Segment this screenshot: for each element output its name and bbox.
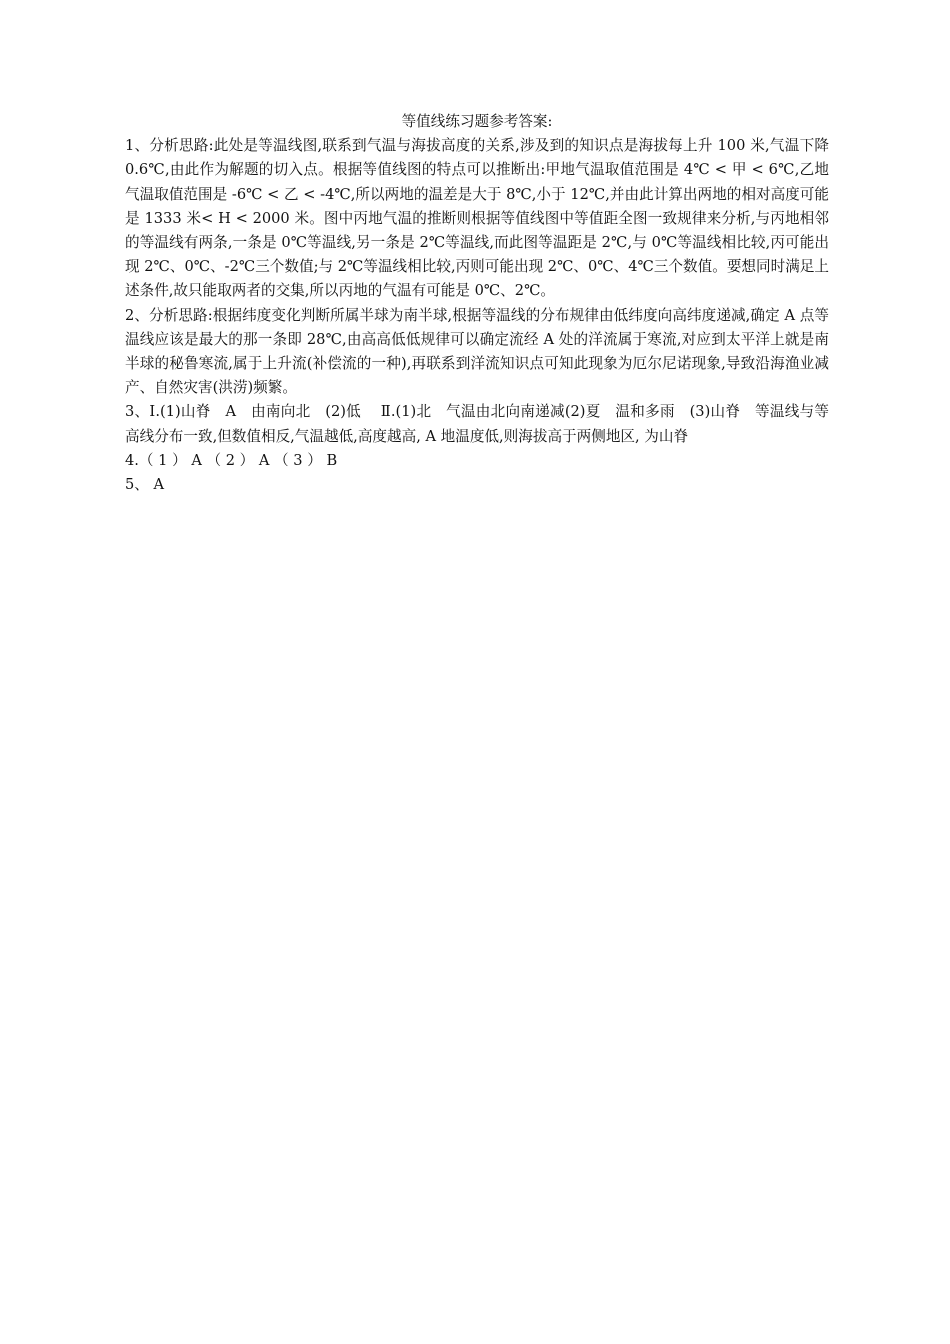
document-title: 等值线练习题参考答案: [401,113,553,130]
answer-4: 4.（ 1 ） A （ 2 ） A （ 3 ） B [125,451,338,469]
answer-2: 2、分析思路:根据纬度变化判断所属半球为南半球,根据等温线的分布规律由低纬度向高纬度递减,确定 A 点等温线应该是最大的那一条即 28℃,由高高低低规律可以确定流经 A 处的洋流属于寒流,对应到太平洋上就是南半球的秘鲁寒流,属于上升流(补偿流的一种),再联系到洋流知识点可知此现象为厄尔尼诺现象,导致沿海渔业减产、自然灾害(洪涝)频繁。 [125,306,829,397]
answer-3: 3、Ⅰ.(1)山脊 A 由南向北 (2)低 Ⅱ.(1)北 气温由北向南递减(2)夏 温和多雨 (3)山脊 等温线与等高线分布一致,但数值相反,气温越低,高度越高, A 地温度低,则海拔高于两侧地区, 为山脊 [125,403,829,445]
document-body [125,110,829,497]
answer-1: 1、分析思路:此处是等温线图,联系到气温与海拔高度的关系,涉及到的知识点是海拔每上升 100 米,气温下降 0.6℃,由此作为解题的切入点。根据等值线图的特点可以推断出:甲地气温取值范围是 4℃ < 甲 < 6℃,乙地气温取值范围是 -6℃ < 乙 < -4℃,所以两地的温差是大于 8℃,小于 12℃,并由此计算出两地的相对高度可能是 1333 米< H < 2000 米。图中丙地气温的推断则根据等值线图中等值距全图一致规律来分析,与丙地相邻的等温线有两条,一条是 0℃等温线,另一条是 2℃等温线,而此图等温距是 2℃,与 0℃等温线相比较,丙可能出现 2℃、0℃、-2℃三个数值;与 2℃等温线相比较,丙则可能出现 2℃、0℃、4℃三个数值。要想同时满足上述条件,故只能取两者的交集,所以丙地的气温有可能是 0℃、2℃。 [125,137,829,300]
answer-5: 5、 A [125,476,165,494]
